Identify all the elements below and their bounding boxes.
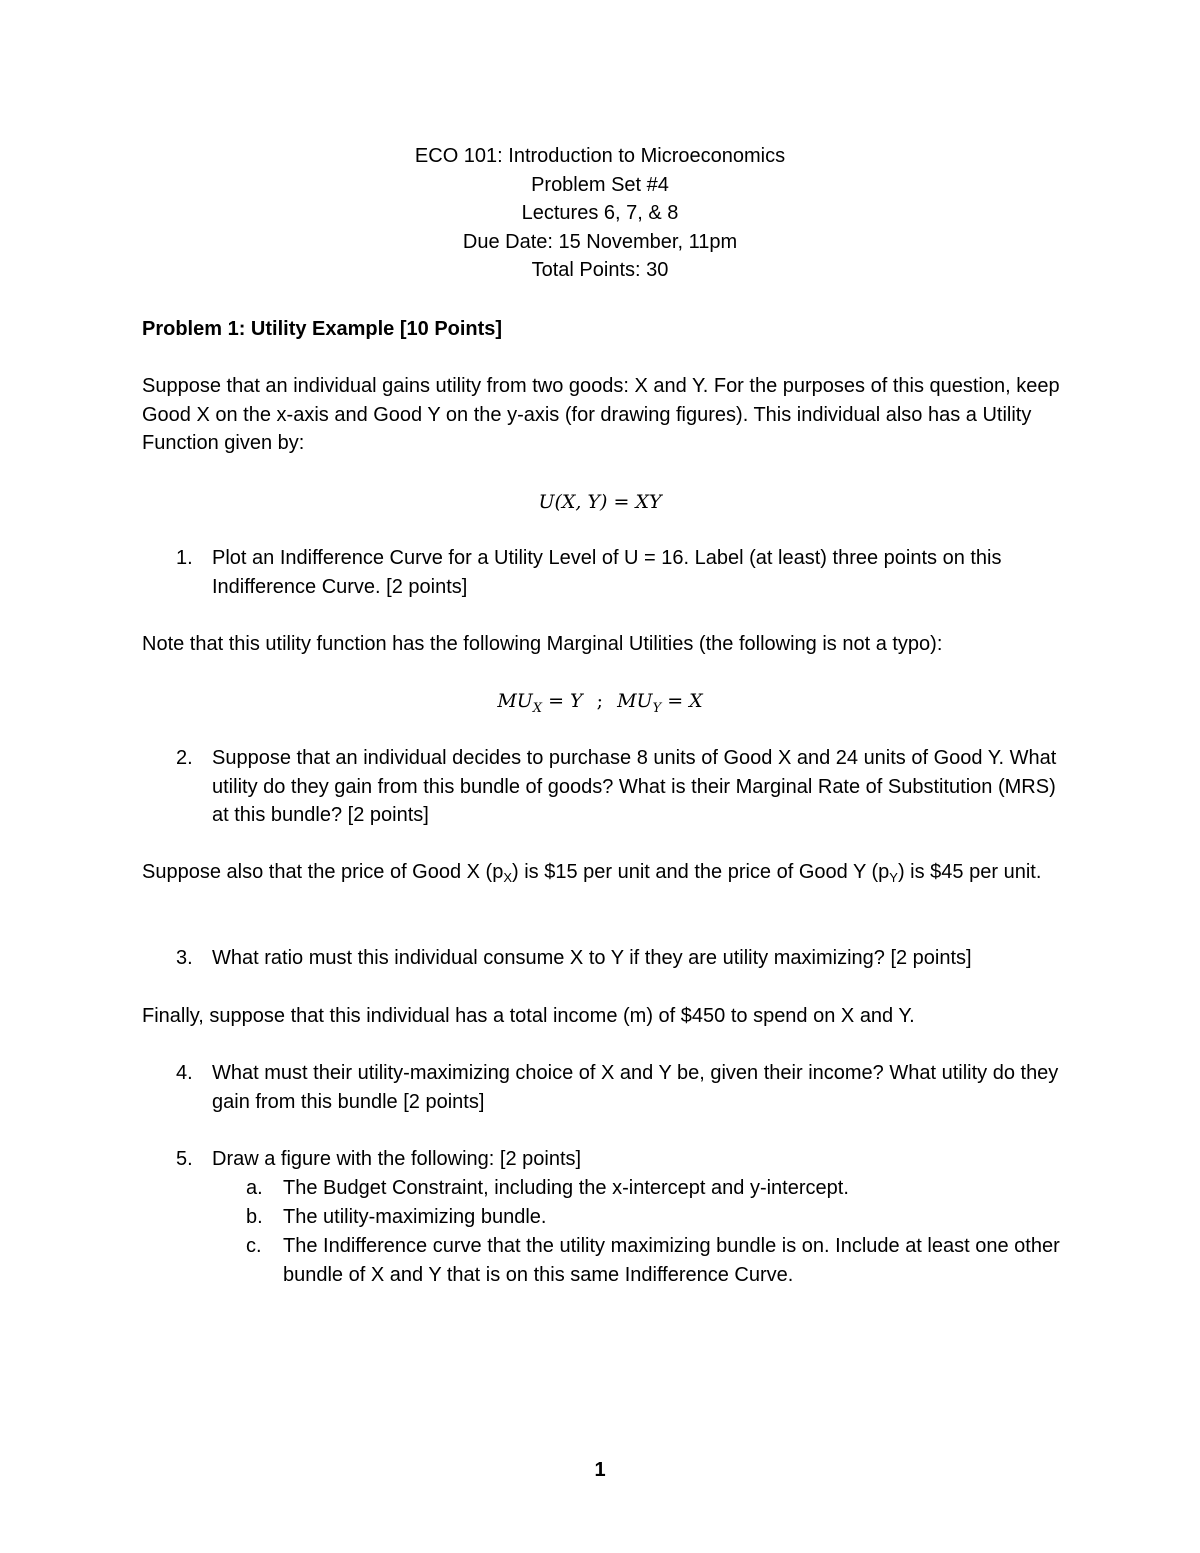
subitem-text: The Indifference curve that the utility maximizing bundle is on. Include at least one other bundle of X and Y that is on this same Indifference Curve. xyxy=(283,1235,1060,1286)
question-text: What must their utility-maximizing choice of X and Y be, given their income? What utility do they gain from this bundle [2 points] xyxy=(212,1062,1059,1113)
question-text: Draw a figure with the following: [2 points] xyxy=(212,1148,582,1170)
question-text: Suppose that an individual decides to purchase 8 units of Good X and 24 units of Good Y. What utility do they gain from this bundle of goods? What is their Marginal Rate of Substitution (MRS) at this bundle? [2 points] xyxy=(212,747,1057,826)
total-points-line: Total Points: 30 xyxy=(531,259,669,281)
prices-text-part: Suppose also that the price of Good X (p xyxy=(142,861,504,883)
question-2 xyxy=(176,744,1076,830)
muy-subscript: Y xyxy=(652,701,662,716)
prices-paragraph xyxy=(142,858,1072,889)
document-header xyxy=(0,142,1200,285)
due-date-line: Due Date: 15 November, 11pm xyxy=(462,230,738,253)
question-5 xyxy=(176,1145,1076,1174)
question-number: 2. xyxy=(176,747,193,769)
muy-label: MU xyxy=(617,690,653,712)
marginal-utilities-equation xyxy=(0,687,1200,718)
subitem-c xyxy=(246,1232,1066,1289)
subitem-letter: a. xyxy=(246,1177,263,1199)
px-subscript: X xyxy=(503,870,513,885)
subitem-letter: c. xyxy=(246,1235,262,1257)
subitem-letter: b. xyxy=(246,1206,263,1228)
mux-subscript: X xyxy=(532,701,543,716)
muy-value: = X xyxy=(661,690,703,712)
problem-set-title: Problem Set #4 xyxy=(531,173,669,196)
question-4 xyxy=(176,1059,1076,1116)
question-number: 1. xyxy=(176,547,193,569)
question-text: Plot an Indifference Curve for a Utility Level of U = 16. Label (at least) three points on this Indifference Curve. [2 points] xyxy=(212,547,1002,598)
lectures-line: Lectures 6, 7, & 8 xyxy=(521,202,679,224)
problem-heading: Problem 1: Utility Example [10 Points] xyxy=(142,318,503,340)
mux-label: MU xyxy=(497,690,533,712)
page-number: 1 xyxy=(594,1459,606,1481)
income-paragraph: Finally, suppose that this individual has a total income (m) of $450 to spend on X and Y. xyxy=(142,1005,915,1027)
subitem-a xyxy=(246,1174,1066,1203)
problem-intro: Suppose that an individual gains utility from two goods: X and Y. For the purposes of this question, keep Good X on the x-axis and Good Y on the y-axis (for drawing figures). This individual also has a Utility Function given by: xyxy=(142,375,1060,454)
question-number: 5. xyxy=(176,1148,193,1170)
subitem-b xyxy=(246,1203,1066,1232)
subitem-text: The Budget Constraint, including the x-intercept and y-intercept. xyxy=(283,1177,849,1199)
marginal-utility-note: Note that this utility function has the following Marginal Utilities (the following is not a typo): xyxy=(142,633,943,655)
question-1 xyxy=(176,544,1076,601)
mux-value: = Y xyxy=(542,690,583,712)
question-text: What ratio must this individual consume X to Y if they are utility maximizing? [2 points] xyxy=(212,947,972,969)
prices-text-part: ) is $45 per unit. xyxy=(897,861,1042,883)
question-number: 4. xyxy=(176,1062,193,1084)
course-title: ECO 101: Introduction to Microeconomics xyxy=(414,145,786,167)
utility-function-equation: U(X, Y) = XY xyxy=(538,491,662,513)
question-3 xyxy=(176,944,1076,973)
question-number: 3. xyxy=(176,947,193,969)
equation-separator: ; xyxy=(596,690,604,712)
py-subscript: Y xyxy=(889,870,898,885)
subitem-text: The utility-maximizing bundle. xyxy=(283,1206,547,1228)
prices-text-part: ) is $15 per unit and the price of Good Y (p xyxy=(512,861,890,883)
